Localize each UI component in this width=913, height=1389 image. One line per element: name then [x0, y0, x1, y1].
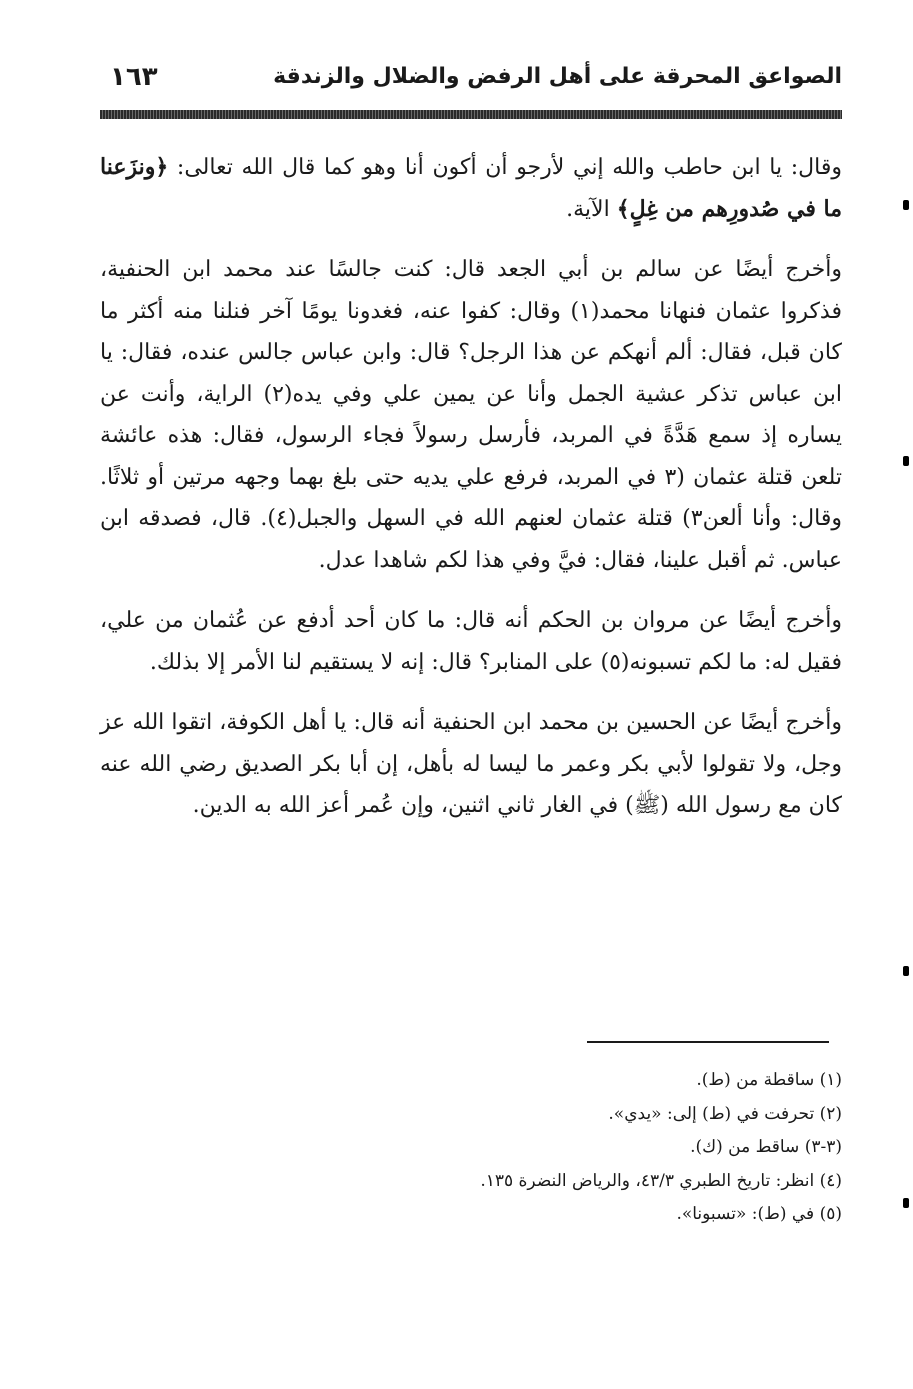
paragraph-1	[100, 147, 842, 230]
footnotes	[300, 1064, 842, 1232]
margin-mark	[903, 456, 909, 466]
footnote-4: (٤) انظر: تاريخ الطبري ٤٣/٣، والرياض النضرة ١٣٥.	[480, 1170, 842, 1191]
footnote-2: (٢) تحرفت في (ط) إلى: «يدي».	[608, 1103, 842, 1124]
page-number: ١٦٣	[110, 62, 158, 92]
paragraph-3: وأخرج أيضًا عن مروان بن الحكم أنه قال: ما كان أحد أدفع عن عُثمان من علي، فقيل له: ما لكم تسبونه(٥) على المنابر؟ قال: إنه لا يستقيم لنا الأمر إلا بذلك.	[100, 608, 842, 675]
paragraph-2: وأخرج أيضًا عن سالم بن أبي الجعد قال: كنت جالسًا عند محمد ابن الحنفية، فذكروا عثمان فنهانا محمد(١) وقال: كفوا عنه، فغدونا يومًا آخر فنلنا منه أكثر ما كان قبل، فقال: ألم أنهكم عن هذا الرجل؟ قال: وابن عباس جالس عنده، فقال: يا ابن عباس تذكر عشية الجمل وأنا عن يمين علي وفي يده(٢) الراية، وأنت عن يساره إذ سمع هَدَّةً في المربد، فأرسل رسولاً فجاء الرسول، فقال: هذه عائشة تلعن قتلة عثمان (٣ في المربد، فرفع علي يديه حتى بلغ بهما وجهه مرتين أو ثلاثًا. وقال: وأنا ألعن٣) قتلة عثمان لعنهم الله في السهل والجبل(٤). قال، فصدقه ابن عباس. ثم أقبل علينا، فقال: فيَّ وفي هذا لكم شاهدا عدل.	[100, 257, 843, 573]
margin-mark	[903, 200, 909, 210]
footnote-1: (١) ساقطة من (ط).	[696, 1070, 842, 1090]
margin-mark	[903, 966, 909, 976]
running-head	[100, 60, 842, 102]
margin-mark	[903, 1198, 909, 1208]
footnote-3: (٣-٣) ساقط من (ك).	[690, 1137, 842, 1157]
paragraph-1-ending: الآية.	[566, 196, 617, 222]
footnote-5: (٥) في (ط): «تسبونا».	[676, 1204, 842, 1224]
paragraph-1-text: وقال: يا ابن حاطب والله إني لأرجو أن أكون أنا وهو كما قال الله تعالى:	[168, 155, 842, 180]
running-title: الصواعق المحرقة على أهل الرفض والضلال والزندقة	[273, 64, 842, 89]
main-text	[100, 147, 842, 827]
paragraph-4: وأخرج أيضًا عن الحسين بن محمد ابن الحنفية أنه قال: يا أهل الكوفة، اتقوا الله عز وجل، ولا تقولوا لأبي بكر وعمر ما ليسا له بأهل، إن أبا بكر الصديق رضي الله عنه كان مع رسول الله (ﷺ) في الغار ثاني اثنين، وإن عُمر أعز الله به الدين.	[100, 710, 842, 818]
header-rule	[100, 110, 842, 119]
footnote-separator	[587, 1041, 829, 1043]
quran-verse: ﴿ونزَعنا ما في صُدورِهم من غِلٍ﴾	[100, 154, 842, 222]
